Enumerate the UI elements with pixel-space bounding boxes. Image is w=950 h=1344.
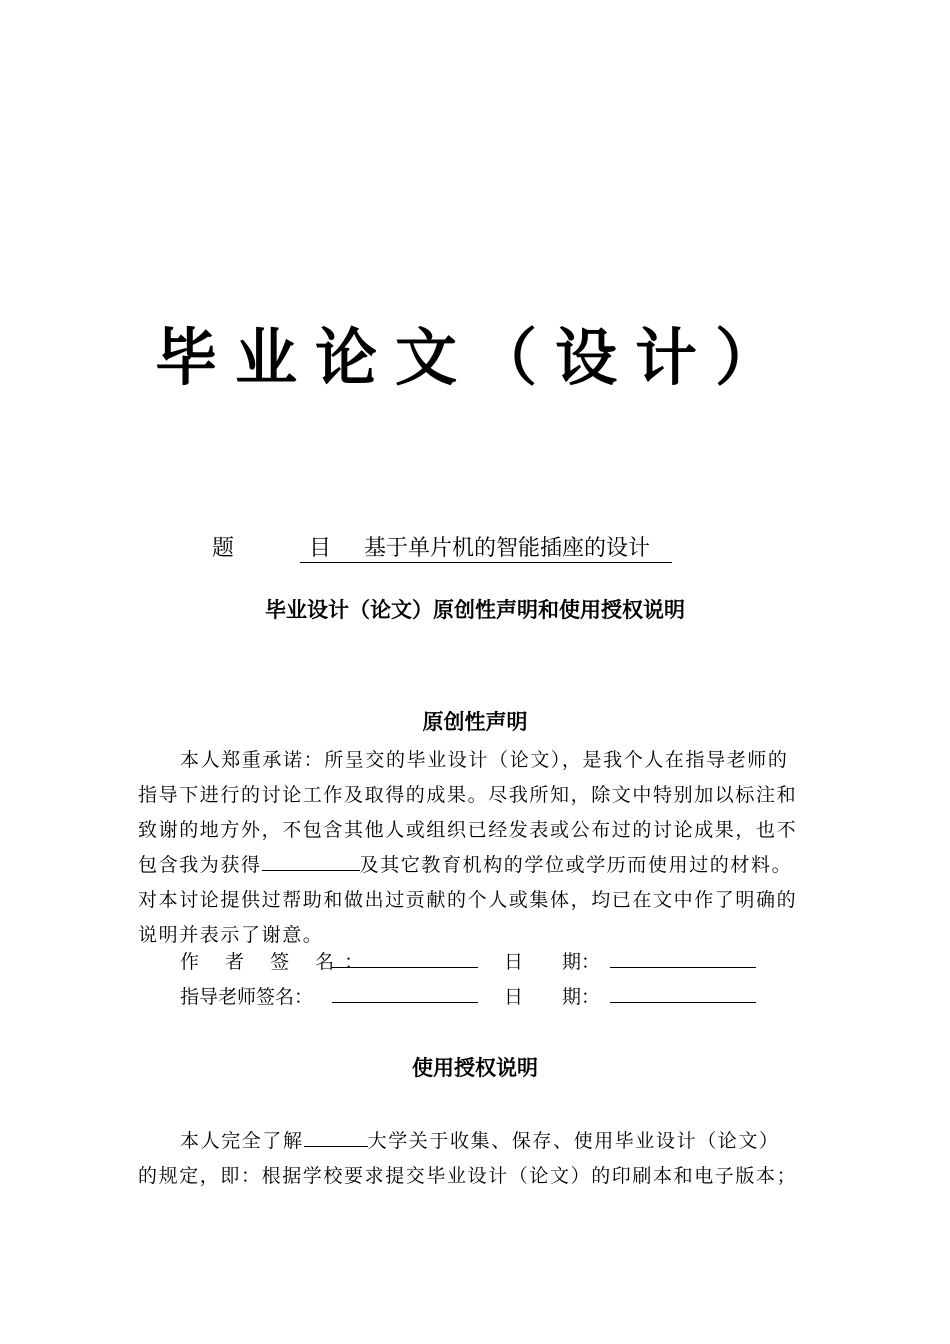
advisor-signature-line [332, 982, 478, 1003]
originality-line-part: 及其它教育机构的学位或学历而使用过的材料。 [359, 854, 793, 876]
author-signature-row [180, 946, 756, 978]
topic-value: 基于单片机的智能插座的设计 [300, 536, 672, 563]
author-date-line [610, 947, 756, 968]
originality-paragraph [138, 743, 858, 953]
authorization-line: 的规定，即：根据学校要求提交毕业设计（论文）的印刷本和电子版本； [138, 1165, 798, 1187]
topic-label: 题 目 [212, 536, 365, 561]
authorization-line-with-blank [138, 1124, 858, 1159]
originality-line: 指导下进行的讨论工作及取得的成果。尽我所知，除文中特别加以标注和 [138, 784, 798, 806]
originality-line-part: 包含我为获得 [138, 854, 262, 876]
originality-line: 对本讨论提供过帮助和做出过贡献的个人或集体，均已在文中作了明确的 [138, 889, 798, 911]
originality-line: 说明并表示了谢意。 [138, 924, 324, 946]
degree-blank-line [262, 852, 360, 871]
originality-line: 致谢的地方外，不包含其他人或组织已经发表或公布过的讨论成果，也不 [138, 819, 798, 841]
university-blank-line [304, 1128, 368, 1147]
authorization-line-part: 本人完全了解 [180, 1130, 304, 1152]
main-title: 毕业论文（设计） [154, 321, 795, 394]
author-signature-line [332, 947, 478, 968]
date-char: 日 [504, 951, 524, 973]
authorization-line-part: 大学关于收集、保存、使用毕业设计（论文） [367, 1130, 780, 1152]
originality-title: 原创性声明 [422, 710, 528, 734]
advisor-signature-row [180, 981, 756, 1013]
declaration-title: 毕业设计（论文）原创性声明和使用授权说明 [265, 598, 685, 622]
topic-row [212, 534, 672, 564]
advisor-date-label [504, 981, 610, 1013]
date-char: 日 [504, 986, 524, 1008]
advisor-signature-label: 指导老师签名： [180, 986, 314, 1008]
advisor-date-line [610, 982, 756, 1003]
authorization-paragraph [138, 1124, 858, 1194]
originality-line-with-blank [138, 848, 858, 883]
author-date-label [504, 946, 610, 978]
originality-line: 本人郑重承诺：所呈交的毕业设计（论文），是我个人在指导老师的 [180, 749, 789, 771]
date-char: 期： [562, 951, 601, 973]
date-char: 期： [562, 986, 601, 1008]
author-signature-label: 作 者 签 名： [180, 951, 374, 973]
authorization-title: 使用授权说明 [412, 1056, 538, 1080]
